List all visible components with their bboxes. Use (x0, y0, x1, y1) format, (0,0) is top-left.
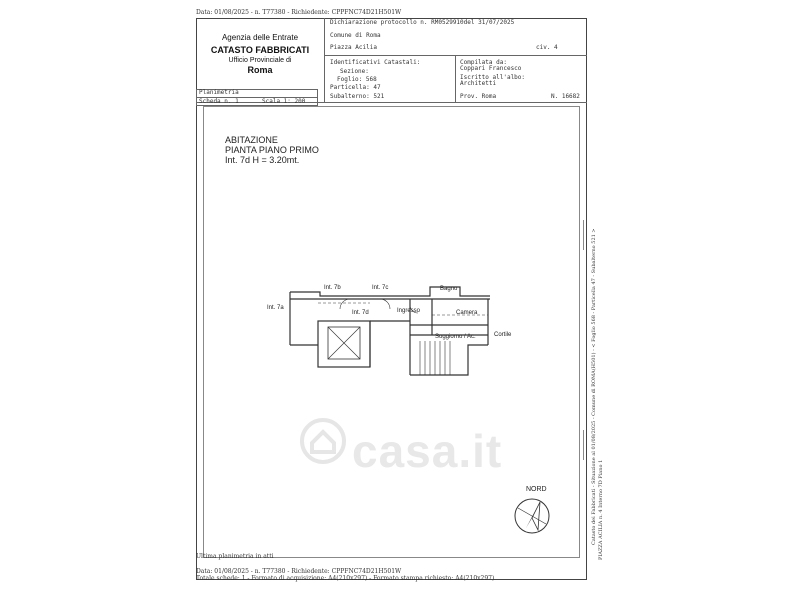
footer-line2: Totale schede: 1 - Formato di acquisizione: A4(210x297) - Formato stampa richiesto: A4(210x297) (196, 575, 495, 582)
room-camera: Camera (456, 310, 478, 316)
plan-title (225, 135, 319, 165)
room-int7c: Int. 7c (372, 285, 389, 291)
plan-title-line1: ABITAZIONE (225, 135, 278, 145)
header-divider (324, 18, 325, 102)
planimetria-scheda: Scheda n. 1 (199, 98, 239, 105)
declaration-civ: civ. 4 (536, 44, 558, 51)
compilata-albo: Architetti (460, 80, 497, 87)
watermark-house-icon (300, 418, 346, 464)
room-int7b: Int. 7b (324, 285, 341, 291)
side-marker-top (583, 220, 584, 250)
declaration-address: Piazza Acilia (330, 44, 377, 51)
identifiers-foglio: Foglio: 568 (337, 76, 377, 83)
compilata-iscritto: Iscritto all'albo: (460, 74, 526, 81)
identifiers-particella: Particella: 47 (330, 84, 381, 91)
room-soggiorno: Soggiorno / Ac. (435, 334, 476, 340)
identifiers-subalterno: Subalterno: 521 (330, 93, 385, 100)
agency-office: Ufficio Provinciale di (228, 57, 292, 64)
plan-title-line2: PIANTA PIANO PRIMO (225, 145, 319, 155)
compilata-numero: N. 16682 (551, 93, 580, 100)
compilata-name: Coppari Francesco (460, 65, 522, 72)
side-address-text: PIAZZA ACILIA n. 4 Interno 7D Piano 1 (598, 459, 604, 560)
agency-block (196, 33, 324, 75)
header-request-line: Data: 01/08/2025 - n. T77380 - Richiedente: CPPFNC74D21H501W (196, 9, 402, 16)
room-int7a: Int. 7a (267, 305, 284, 311)
agency-catasto: CATASTO FABBRICATI (210, 45, 310, 55)
side-marker-bottom (583, 430, 584, 460)
id-divider (455, 55, 456, 102)
planimetria-label: Planimetria (199, 89, 239, 96)
north-arrow-icon (512, 496, 552, 536)
room-int7d: Int. 7d (352, 310, 369, 316)
compilata-label: Compilata da: (460, 59, 507, 66)
planimetria-scala: Scala 1: 200 (262, 98, 306, 105)
identifiers-title: Identificativi Catastali: (330, 59, 421, 66)
room-bagno: Bagno (440, 286, 458, 292)
agency-city: Roma (247, 65, 273, 75)
north-label: NORD (526, 486, 547, 493)
side-catasto-text: Catasto dei Fabbricati - Situazione al 01/08/2025 - Comune di ROMA(H501) - < Foglio 568 - Particella 47 - Subalterno 521 > (591, 228, 597, 545)
declaration-protocol: Dichiarazione protocollo n. RM0529910del 31/07/2025 (330, 19, 515, 26)
plan-title-line3: Int. 7d H = 3.20mt. (225, 155, 300, 165)
watermark-text: casa.it (352, 425, 503, 477)
identifiers-sezione: Sezione: (340, 68, 369, 75)
declaration-comune: Comune di Roma (330, 32, 381, 39)
floor-plan (260, 275, 510, 385)
room-cortile: Cortile (494, 332, 512, 338)
footer-line1: Data: 01/08/2025 - n. T77380 - Richiedente: CPPFNC74D21H501W (196, 568, 402, 575)
compilata-prov: Prov. Roma (460, 93, 497, 100)
agency-name: Agenzia delle Entrate (221, 33, 299, 42)
footer-ultima: Ultima planimetria in atti (196, 553, 274, 560)
room-ingresso: Ingresso (397, 308, 421, 314)
